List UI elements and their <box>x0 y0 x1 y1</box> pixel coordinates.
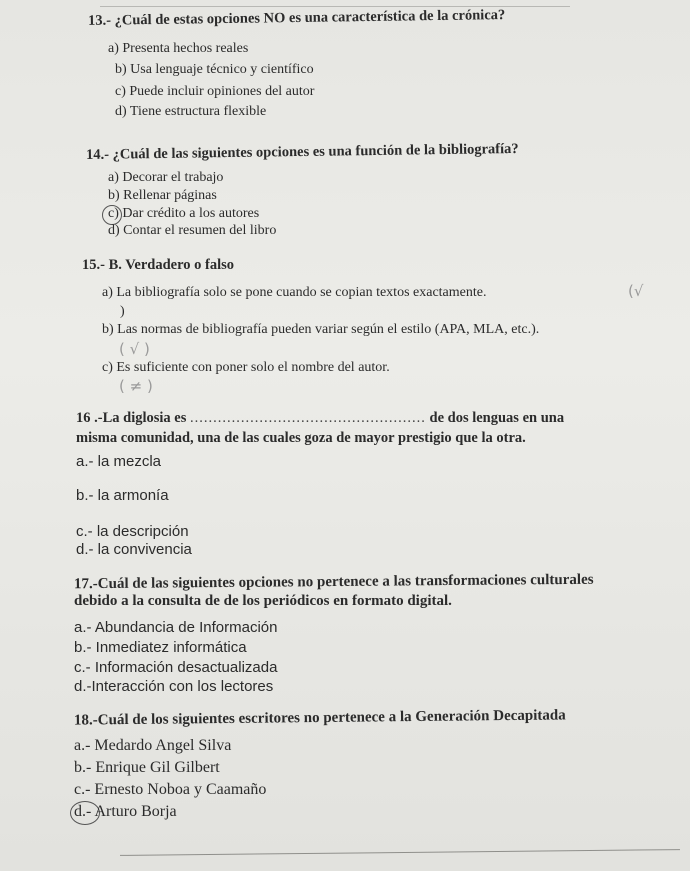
question-15-title: 15.- B. Verdadero o falso <box>82 257 234 273</box>
question-13-option-b: b) Usa lenguaje técnico y científico <box>115 62 314 77</box>
question-17-title: 17.-Cuál de las siguientes opciones no pertenece a las transformaciones culturales <box>73 571 594 593</box>
question-13-option-c: c) Puede incluir opiniones del autor <box>115 84 315 99</box>
question-14-title: 14.- ¿Cuál de las siguientes opciones es una función de la bibliografía? <box>85 140 519 164</box>
question-18-option-a: a.- Medardo Angel Silva <box>74 737 232 754</box>
question-18-option-c: c.- Ernesto Noboa y Caamaño <box>74 781 267 798</box>
question-18-option-b: b.- Enrique Gil Gilbert <box>74 759 220 776</box>
question-16-option-d: d.- la convivencia <box>76 541 192 558</box>
question-16-line-2: misma comunidad, una de las cuales goza de mayor prestigio que la otra. <box>76 430 526 446</box>
question-17-option-d: d.-Interacción con los lectores <box>74 678 274 695</box>
question-16-option-c: c.- la descripción <box>76 523 189 540</box>
question-17-option-c: c.- Información desactualizada <box>74 659 278 676</box>
question-13-option-a: a) Presenta hechos reales <box>108 41 249 56</box>
question-16-option-b: b.- la armonía <box>76 487 169 504</box>
page-bottom-rule <box>120 849 680 856</box>
question-15-mark-c: ( ≠ ) <box>119 377 153 395</box>
question-14-option-a: a) Decorar el trabajo <box>108 170 224 185</box>
question-15-mark-a-close: ) <box>120 304 125 319</box>
question-13-title: 13.- ¿Cuál de estas opciones NO es una característica de la crónica? <box>87 7 506 29</box>
question-15-statement-b: b) Las normas de bibliografía pueden variar según el estilo (APA, MLA, etc.). <box>102 322 540 337</box>
question-17-title-line-2: debido a la consulta de de los periódicos en formato digital. <box>74 593 452 609</box>
question-16-lead <box>76 410 564 427</box>
question-16-option-a: a.- la mezcla <box>76 453 162 470</box>
question-17-option-b: b.- Inmediatez informática <box>74 639 247 656</box>
question-15-statement-c: c) Es suficiente con poner solo el nombre del autor. <box>102 360 390 375</box>
question-14-option-b: b) Rellenar páginas <box>108 188 217 203</box>
question-15-statement-a: a) La bibliografía solo se pone cuando se copian textos exactamente. <box>102 285 487 300</box>
question-15-mark-b: ( √ ) <box>119 340 150 358</box>
question-14-option-d: d) Contar el resumen del libro <box>108 223 277 238</box>
question-16-tail: de dos lenguas en una <box>429 410 565 426</box>
question-14-option-c: c) Dar crédito a los autores <box>108 206 260 221</box>
question-15-mark-a: (√ <box>628 282 644 300</box>
question-18-title: 18.-Cuál de los siguientes escritores no pertenece a la Generación Decapitada <box>73 707 566 729</box>
question-13-option-d: d) Tiene estructura flexible <box>115 104 267 119</box>
question-16-lead-text: 16 .-La diglosia es <box>76 410 187 426</box>
question-16-blank: ................................................... <box>190 410 426 426</box>
question-18-option-d: d.- Arturo Borja <box>74 803 177 820</box>
question-17-option-a: a.- Abundancia de Información <box>74 619 278 636</box>
